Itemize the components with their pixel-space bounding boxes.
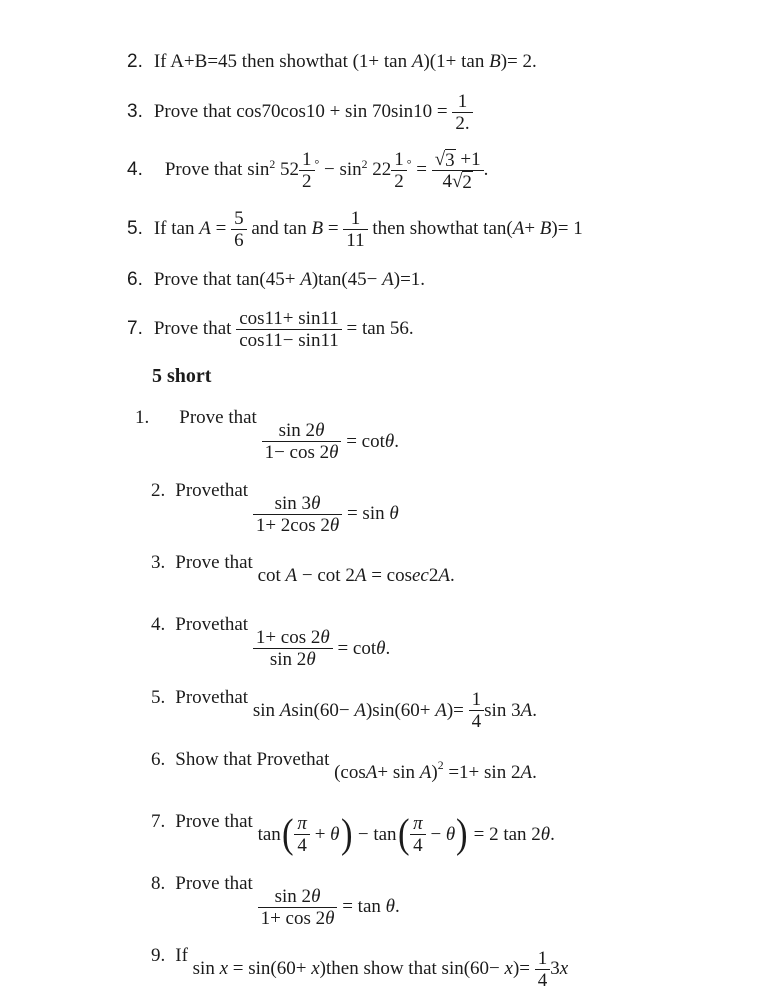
math-text: = cot [332, 637, 377, 659]
radical-sign-icon: √ [434, 149, 446, 170]
problem-item [127, 551, 737, 600]
math-text: )= 1 [551, 217, 583, 239]
math-text: sin 2 [278, 420, 316, 441]
math-expression [247, 149, 489, 193]
math-text: 3 [550, 958, 560, 979]
problem-text: Prove that [175, 872, 258, 894]
problem-item [127, 268, 737, 292]
math-text: +1 [455, 149, 481, 170]
problem-text: Provethat [175, 686, 253, 708]
math-text: . [449, 565, 455, 586]
math-text: cot [257, 565, 286, 586]
math-superscript: 2 [361, 158, 368, 172]
radicand [445, 149, 456, 170]
fraction [299, 149, 315, 192]
problem-text: If [153, 217, 172, 239]
problem-number: 1. [135, 407, 150, 428]
problem-item [127, 944, 737, 990]
fraction [343, 208, 367, 251]
math-variable: B [489, 51, 501, 72]
math-variable: θ [311, 885, 321, 907]
fraction-numerator [432, 149, 484, 170]
math-variable: θ [311, 492, 321, 514]
math-text: (1+ tan [352, 51, 412, 72]
math-text: 1 [537, 947, 548, 969]
math-text: 22 [367, 158, 392, 180]
problem-number: 8. [151, 872, 166, 894]
math-variable: θ [315, 420, 325, 441]
problem-item [127, 686, 737, 735]
math-text: 1 [394, 149, 404, 170]
problem-item [127, 91, 737, 134]
math-variable: θ [330, 823, 340, 845]
problem-body [175, 479, 737, 539]
problem-body [154, 208, 737, 251]
math-variable: θ [445, 823, 456, 845]
math-text: 2. [455, 113, 470, 134]
problem-text: If [175, 945, 193, 966]
problem-text: Prove that [164, 158, 248, 180]
problem-text: Provethat [175, 614, 253, 635]
problem-number: 5. [151, 686, 166, 708]
math-text: tan( [483, 217, 513, 239]
problem-body [154, 268, 737, 292]
problem-number: 3. [151, 552, 166, 573]
math-expression [258, 883, 400, 931]
math-text: 2 [394, 171, 404, 192]
math-text: tan [171, 217, 200, 239]
problem-item [127, 406, 737, 466]
math-text: )= 2. [500, 51, 537, 72]
math-variable: ec [412, 565, 429, 586]
fraction-numerator [343, 208, 367, 229]
problem-text: and [246, 217, 284, 239]
problem-item [127, 748, 737, 797]
math-text: sin(60− [291, 699, 355, 721]
math-variable: A [382, 269, 394, 290]
math-text: )=1. [393, 269, 426, 290]
math-text: 4 [537, 969, 548, 990]
math-variable: x [559, 958, 569, 979]
math-variable: θ [376, 637, 386, 659]
math-expression [258, 811, 555, 859]
problem-text: If A+B=45 then showthat [153, 51, 353, 72]
math-text: tan(45+ [236, 269, 301, 290]
problem-text: Show that Provethat [175, 748, 335, 770]
problem-text: Prove that [153, 100, 237, 122]
big-paren: ( [397, 811, 410, 857]
problem-item [127, 308, 737, 351]
fraction-numerator [231, 208, 247, 229]
math-variable: θ [306, 649, 316, 670]
problem-item [127, 810, 737, 859]
problem-body [154, 50, 737, 74]
math-superscript: ° [314, 158, 320, 172]
math-text: 2 [302, 171, 312, 192]
fraction-denominator [253, 648, 333, 670]
math-expression [483, 218, 583, 239]
math-variable: θ [385, 896, 395, 917]
fraction-numerator [294, 813, 310, 834]
math-variable: θ [384, 430, 395, 452]
math-expression [236, 269, 425, 290]
problem-body [179, 406, 737, 466]
math-text: − sin [319, 158, 362, 180]
problem-number: 6. [151, 748, 166, 770]
math-text: 2 [462, 172, 472, 193]
fraction-numerator [253, 627, 333, 648]
problem-text: Prove that [175, 552, 258, 573]
math-variable: A [411, 51, 424, 72]
problem-number: 9. [151, 945, 166, 966]
math-text: sin 2 [269, 649, 307, 670]
math-text: = 2 tan 2 [468, 823, 541, 845]
math-variable: A [279, 699, 292, 721]
fraction [432, 149, 484, 192]
math-text: − [425, 823, 446, 845]
math-text: 6 [234, 230, 244, 251]
problem-number: 6. [127, 269, 143, 290]
problem-body [175, 551, 737, 600]
math-text: 1− cos 2 [264, 442, 330, 463]
fraction-denominator [231, 229, 247, 251]
math-text: =1+ sin 2 [443, 761, 521, 783]
square-root [435, 149, 456, 170]
math-text: cos11+ sin11 [239, 308, 339, 329]
math-text: 1+ cos 2 [255, 627, 321, 648]
problem-list-short [127, 406, 737, 990]
math-variable: B [311, 217, 324, 239]
problem-body [154, 91, 737, 134]
big-paren: ) [340, 811, 353, 857]
problem-item [127, 208, 737, 251]
math-text: . [532, 699, 537, 721]
fraction-numerator [391, 149, 407, 170]
math-text: )(1+ tan [423, 51, 490, 72]
problem-text: Provethat [175, 479, 253, 501]
math-text: . [395, 896, 400, 917]
math-superscript: 2 [269, 158, 276, 172]
fraction [294, 813, 310, 856]
problem-item [127, 50, 737, 74]
fraction [452, 91, 472, 134]
math-text: 1 [350, 208, 361, 229]
fraction-numerator [236, 308, 342, 329]
math-variable: A [512, 217, 525, 239]
math-variable: A [354, 565, 367, 586]
math-expression [253, 687, 537, 735]
math-variable: A [419, 761, 432, 783]
math-variable: θ [389, 503, 399, 524]
math-text: 5 [234, 208, 244, 229]
math-text: = sin(60+ [228, 958, 312, 979]
math-text: tan [257, 823, 281, 845]
fraction-denominator [410, 834, 426, 856]
math-text: = [210, 217, 232, 239]
problem-number: 3. [127, 100, 143, 122]
big-paren: ) [456, 811, 468, 857]
math-text: + [524, 217, 540, 239]
math-variable: A [354, 699, 366, 721]
problem-text: Prove that [179, 407, 262, 428]
math-variable: A [520, 699, 533, 721]
math-text: = tan [337, 896, 386, 917]
fraction [410, 813, 426, 856]
math-text: sin 3 [484, 699, 521, 721]
math-text: 4 [471, 711, 482, 732]
math-variable: A [285, 565, 298, 586]
square-root [452, 171, 473, 192]
math-variable: A [300, 269, 312, 290]
problem-number: 4. [127, 158, 143, 180]
math-variable: x [504, 958, 513, 979]
math-text: sin [252, 699, 280, 721]
fraction-numerator [299, 149, 315, 170]
math-expression [171, 208, 246, 251]
math-expression [253, 490, 399, 538]
math-variable: x [219, 958, 229, 979]
math-text: )tan(45− [311, 269, 383, 290]
fraction [253, 493, 342, 536]
fraction-numerator [452, 91, 472, 112]
math-text: = [411, 158, 432, 180]
problem-text: Prove that [153, 317, 237, 339]
math-variable: A [520, 761, 533, 783]
math-expression [258, 552, 455, 600]
fraction-numerator [535, 948, 551, 969]
fraction-denominator [236, 329, 342, 351]
math-variable: θ [320, 627, 330, 648]
math-text: . [385, 637, 391, 659]
math-text: 11 [346, 230, 365, 251]
problem-item [127, 149, 737, 192]
math-text: (cos [334, 761, 366, 783]
math-text: sin [192, 958, 220, 979]
math-text: 3 [445, 150, 455, 171]
fraction-denominator [258, 907, 338, 929]
math-text: 1 [471, 689, 482, 710]
math-variable: A [365, 761, 378, 783]
math-text: 4 [297, 835, 307, 856]
problem-body [175, 686, 737, 735]
math-text: − cot 2 [297, 565, 355, 586]
fraction [391, 149, 407, 192]
math-variable: π [413, 813, 423, 834]
math-superscript: 2 [437, 759, 444, 773]
fraction [535, 948, 551, 990]
math-text: 52 [275, 158, 300, 180]
math-variable: A [438, 565, 450, 586]
math-text: − tan [353, 823, 397, 845]
fraction-denominator [343, 229, 367, 251]
math-text: = cot [341, 430, 385, 452]
math-variable: θ [325, 907, 335, 929]
math-text: 2 [428, 565, 439, 586]
math-variable: A [435, 699, 447, 721]
problem-item [127, 872, 737, 932]
problem-body [165, 149, 737, 192]
math-variable: x [311, 958, 320, 979]
fraction-denominator [535, 969, 551, 990]
problem-number: 5. [127, 217, 143, 239]
math-text: cos11− sin11 [239, 330, 339, 351]
fraction-denominator [294, 834, 310, 856]
radical-sign-icon: √ [451, 171, 463, 192]
fraction-denominator [432, 170, 484, 192]
problem-text: Prove that [153, 269, 237, 290]
problem-body [175, 872, 737, 932]
fraction-denominator [452, 112, 472, 134]
math-text: )= [512, 958, 535, 979]
fraction-denominator [299, 170, 315, 192]
fraction-denominator [469, 710, 485, 732]
math-text: . [532, 761, 537, 783]
math-text: . [394, 430, 399, 452]
math-text: sin 2 [274, 885, 312, 907]
problem-number: 7. [127, 317, 143, 339]
math-text: = cos [366, 565, 412, 586]
math-expression [353, 51, 537, 72]
fraction-denominator [262, 441, 342, 463]
problem-body [175, 810, 737, 859]
fraction-numerator [410, 813, 426, 834]
problem-body [175, 944, 737, 990]
math-text: 1+ cos 2 [260, 907, 326, 929]
math-variable: π [297, 813, 307, 834]
math-expression [236, 308, 414, 351]
math-text: 1+ 2cos 2 [255, 514, 330, 536]
fraction [258, 886, 338, 929]
fraction-denominator [391, 170, 407, 192]
fraction [469, 689, 485, 732]
math-expression [236, 91, 472, 134]
big-paren: ( [281, 811, 294, 857]
math-text: 4 [442, 171, 452, 192]
math-variable: B [539, 217, 552, 239]
fraction [236, 308, 342, 351]
problem-body [154, 308, 737, 351]
math-superscript: ° [406, 158, 412, 172]
section-heading: 5 short [152, 365, 212, 387]
math-expression [262, 418, 399, 466]
math-expression [283, 208, 368, 251]
fraction-numerator [258, 886, 338, 907]
problem-number: 2. [151, 479, 166, 501]
math-text: sin [247, 158, 270, 180]
math-text: )sin(60+ [365, 699, 436, 721]
math-text: 4 [413, 835, 423, 856]
fraction-numerator [262, 420, 342, 441]
problem-number: 4. [151, 614, 166, 635]
math-expression [253, 625, 390, 673]
math-variable: θ [329, 514, 340, 536]
problem-body [175, 748, 737, 797]
math-text: = sin [342, 503, 390, 524]
problem-number: 2. [127, 51, 143, 72]
math-text: . [550, 823, 555, 845]
radicand [462, 171, 473, 192]
fraction-numerator [469, 689, 485, 710]
math-text: sin 3 [274, 492, 312, 514]
problem-text: Prove that [175, 810, 258, 832]
problem-item [127, 613, 737, 673]
math-text: + [309, 823, 331, 845]
math-expression [334, 749, 537, 797]
fraction [253, 627, 333, 670]
math-variable: θ [329, 442, 339, 463]
math-text: . [483, 158, 489, 180]
math-text: 1 [457, 91, 468, 112]
math-variable: A [199, 217, 211, 239]
problem-list-main [127, 50, 737, 351]
math-text: + sin [377, 761, 420, 783]
math-text: ) [431, 761, 438, 783]
fraction [262, 420, 342, 463]
fraction-numerator [253, 493, 342, 514]
problem-text: then showthat [367, 217, 484, 239]
math-text: 1 [302, 149, 312, 170]
math-text: )= [446, 699, 469, 721]
problem-body [175, 613, 737, 673]
math-text: )then show that sin(60− [319, 958, 505, 979]
math-expression [193, 945, 569, 990]
fraction [231, 208, 247, 251]
math-text: = tan 56. [341, 317, 414, 339]
math-text: cos70cos10 + sin 70sin10 = [236, 100, 453, 122]
fraction-denominator [253, 514, 342, 536]
math-text: tan [283, 217, 312, 239]
math-variable: θ [540, 823, 551, 845]
math-text: = [323, 217, 344, 239]
problem-item [127, 479, 737, 539]
problem-number: 7. [151, 810, 166, 832]
